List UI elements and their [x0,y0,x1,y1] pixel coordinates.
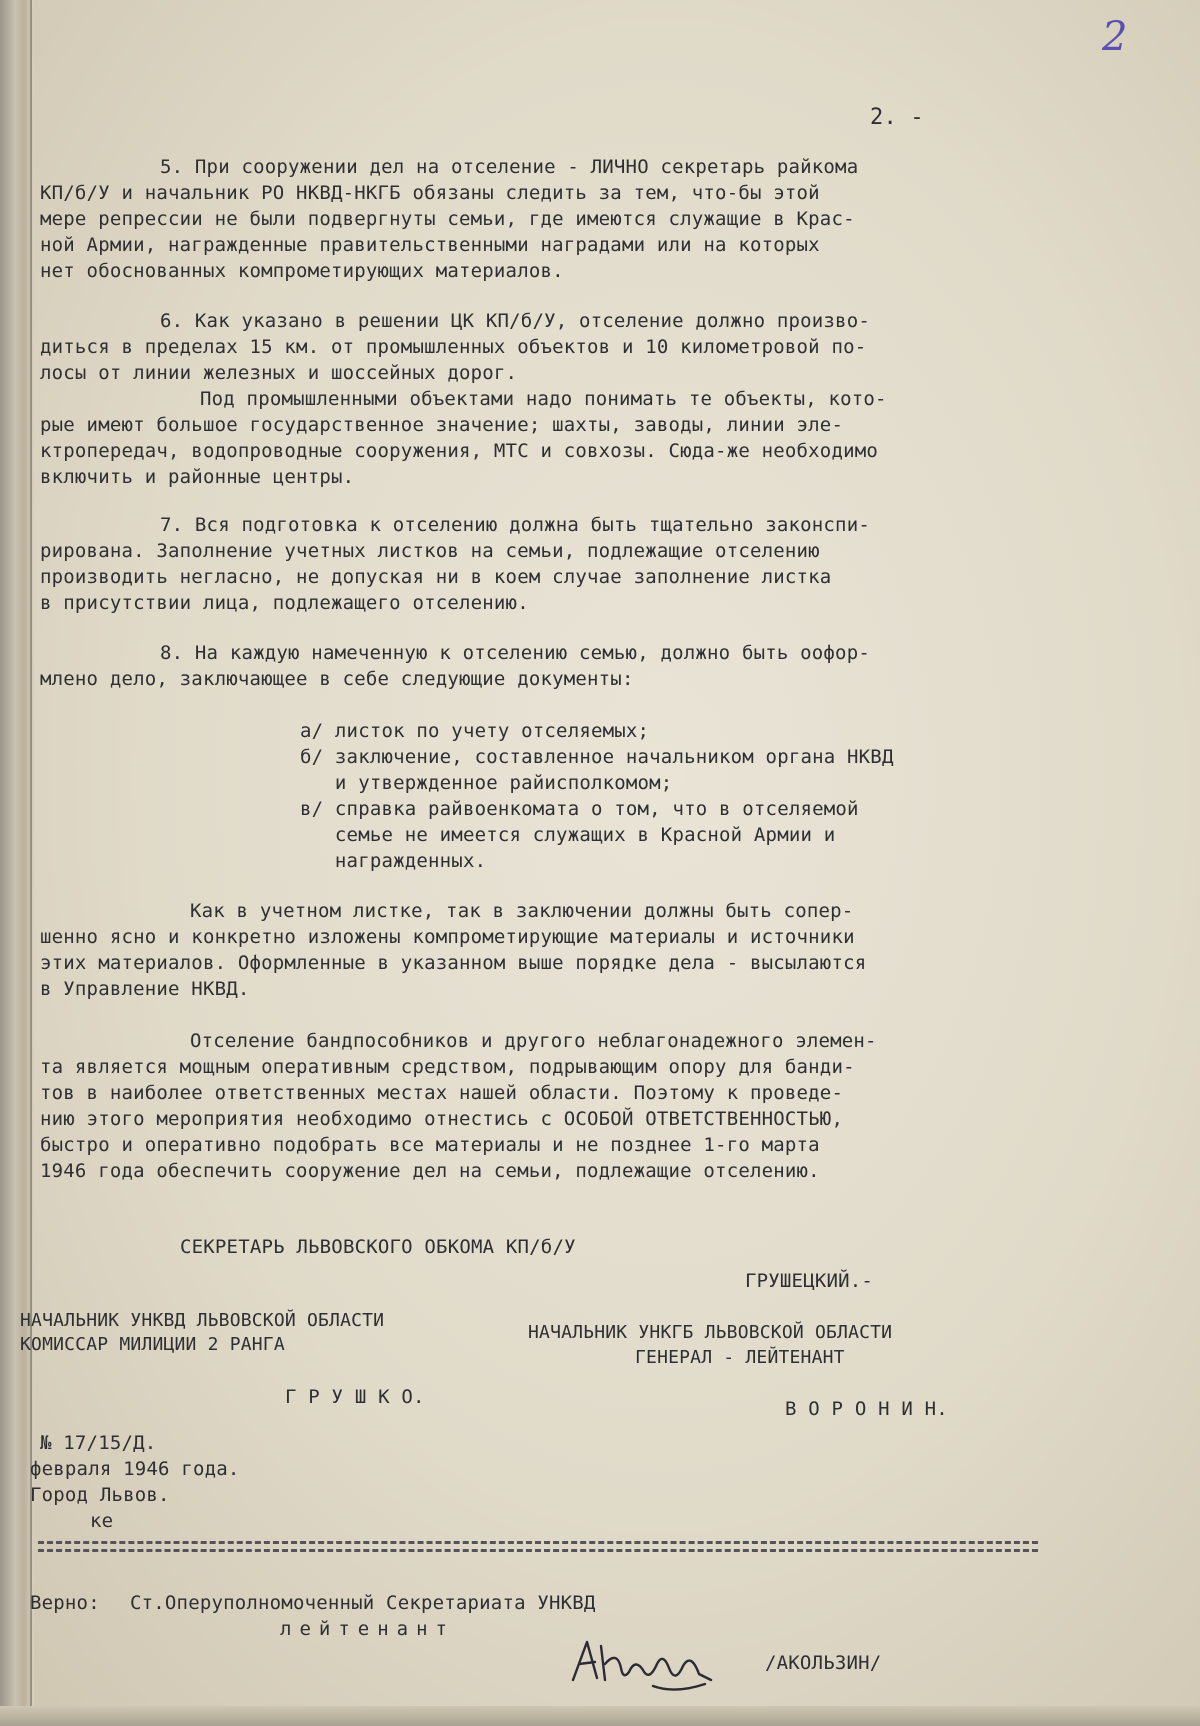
handwritten-page-mark: 2 [1102,14,1128,60]
paragraph-line: включить и районные центры. [40,466,355,488]
list-item: семье не имеется служащих в Красной Армии и [300,824,836,846]
paragraph-line: лосы от линии железных и шоссейных дорог. [40,362,518,384]
registry-date: февраля 1946 года. [30,1458,240,1480]
paragraph-line: млено дело, заключающее в себе следующие документы: [40,668,634,690]
handwritten-signature [565,1628,725,1698]
dashed-separator [38,1549,1038,1552]
paragraph-line: ной Армии, награжденные правительственными наградами или на которых [40,234,820,256]
paragraph-line: 8. На каждую намеченную к отселению семью, должно быть оофор- [160,642,870,664]
unkvd-head-title: НАЧАЛЬНИК УНКВД ЛЬВОВСКОЙ ОБЛАСТИ [20,1310,385,1331]
obkom-secretary-name: ГРУШЕЦКИЙ.- [745,1270,874,1292]
paragraph-line: этих материалов. Оформленные в указанном выше порядке дела - высылаются [40,952,867,974]
unkvd-head-rank: КОМИССАР МИЛИЦИИ 2 РАНГА [20,1334,285,1355]
paragraph-line: Под промышленными объектами надо понимать те объекты, кото- [200,388,887,410]
paragraph-line: шенно ясно и конкретно изложены компрометирующие материалы и источники [40,926,855,948]
paragraph-line: в присутствии лица, подлежащего отселению. [40,592,529,614]
registry-city: Город Львов. [30,1484,170,1506]
paragraph-line: диться в пределах 15 км. от промышленных объектов и 10 километровой по- [40,336,867,358]
paragraph-line: Как в учетном листке, так в заключении должны быть сопер- [190,900,854,922]
list-item: а/ листок по учету отселяемых; [300,720,650,742]
paragraph-line: 1946 года обеспечить сооружение дел на семьи, подлежащие отселению. [40,1160,820,1182]
paragraph-line: 6. Как указано в решении ЦК КП/б/У, отселение должно произво- [160,310,870,332]
list-item: награжденных. [300,850,487,872]
dashed-separator [38,1541,1038,1544]
paragraph-line: рые имеют большое государственное значение; шахты, заводы, линии эле- [40,414,844,436]
paragraph-line: рирована. Заполнение учетных листков на семьи, подлежащие отселению [40,540,820,562]
unkgb-head-name: В О Р О Н И Н. [785,1398,948,1420]
unkgb-head-title: НАЧАЛЬНИК УНКГБ ЛЬВОВСКОЙ ОБЛАСТИ [528,1322,893,1343]
paragraph-line: та является мощным оперативным средством, подрывающим опору для банди- [40,1056,855,1078]
page-number: 2. - [870,105,924,130]
paragraph-line: ктропередач, водопроводные сооружения, МТС и совхозы. Сюда-же необходимо [40,440,879,462]
registry-number: № 17/15/Д. [40,1432,157,1454]
copy-officer-position: Ст.Оперуполномоченный Секретариата УНКВД [130,1592,596,1614]
paragraph-line: Отселение бандпособников и другого неблагонадежного элемен- [190,1030,877,1052]
copy-officer-name: /АКОЛЬЗИН/ [765,1652,882,1674]
obkom-secretary-title: СЕКРЕТАРЬ ЛЬВОВСКОГО ОБКОМА КП/б/У [180,1236,576,1258]
paragraph-line: мере репрессии не были подвергнуты семьи, где имеются служащие в Крас- [40,208,855,230]
copy-prefix: Верно: [30,1592,100,1614]
paragraph-line: тов в наиболее ответственных местах нашей области. Поэтому к проведе- [40,1082,844,1104]
page-bottom-edge [0,1706,1200,1726]
paragraph-line: нет обоснованных компрометирующих материалов. [40,260,564,282]
paragraph-line: 7. Вся подготовка к отселению должна быть тщательно законспи- [160,514,870,536]
unkvd-head-name: Г Р У Ш К О. [285,1386,425,1408]
page-fold-margin [0,0,34,1726]
copy-officer-rank: лейтенант [280,1618,455,1640]
paragraph-line: нию этого мероприятия необходимо отнестись с ОСОБОЙ ОТВЕТСТВЕННОСТЬЮ, [40,1108,844,1130]
list-item: и утвержденное райисполкомом; [300,772,673,794]
registry-initials: ке [90,1510,114,1532]
list-item: б/ заключение, составленное начальником органа НКВД [300,746,894,768]
paragraph-line: производить негласно, не допуская ни в коем случае заполнение листка [40,566,832,588]
paragraph-line: 5. При сооружении дел на отселение - ЛИЧНО секретарь райкома [160,156,859,178]
list-item: в/ справка райвоенкомата о том, что в отселяемой [300,798,859,820]
paragraph-line: КП/б/У и начальник РО НКВД-НКГБ обязаны следить за тем, что-бы этой [40,182,820,204]
paragraph-line: быстро и оперативно подобрать все материалы и не позднее 1-го марта [40,1134,820,1156]
unkgb-head-rank: ГЕНЕРАЛ - ЛЕЙТЕНАНТ [635,1347,845,1368]
paragraph-line: в Управление НКВД. [40,978,250,1000]
